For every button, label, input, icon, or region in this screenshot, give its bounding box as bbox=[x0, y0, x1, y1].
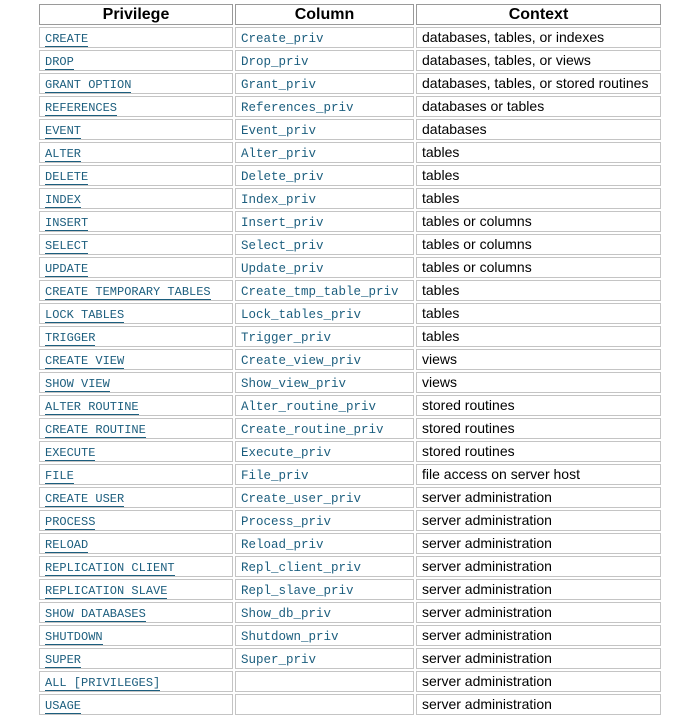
column-name: Show_db_priv bbox=[241, 606, 332, 621]
header-column: Column bbox=[235, 4, 414, 25]
column-cell bbox=[235, 280, 414, 301]
privilege-cell bbox=[39, 119, 233, 140]
table-row bbox=[39, 579, 661, 600]
column-cell bbox=[235, 142, 414, 163]
privilege-link[interactable]: REPLICATION SLAVE bbox=[45, 583, 168, 598]
context-cell bbox=[416, 234, 661, 255]
privilege-cell bbox=[39, 257, 233, 278]
privilege-cell bbox=[39, 625, 233, 646]
column-cell bbox=[235, 464, 414, 485]
column-name: File_priv bbox=[241, 468, 309, 483]
privileges-table bbox=[37, 2, 663, 717]
table-body bbox=[39, 27, 661, 715]
column-cell bbox=[235, 50, 414, 71]
column-cell bbox=[235, 372, 414, 393]
privilege-link[interactable]: CREATE bbox=[45, 31, 89, 46]
privilege-cell bbox=[39, 556, 233, 577]
context-cell bbox=[416, 27, 661, 48]
column-cell bbox=[235, 533, 414, 554]
context-text: views bbox=[422, 350, 458, 367]
column-cell bbox=[235, 510, 414, 531]
context-text: server administration bbox=[422, 557, 552, 574]
column-cell bbox=[235, 579, 414, 600]
column-cell bbox=[235, 441, 414, 462]
table-row bbox=[39, 73, 661, 94]
column-name: References_priv bbox=[241, 100, 354, 115]
column-cell bbox=[235, 165, 414, 186]
privilege-link[interactable]: INDEX bbox=[45, 192, 82, 207]
table-row bbox=[39, 96, 661, 117]
column-cell bbox=[235, 487, 414, 508]
table-row bbox=[39, 50, 661, 71]
table-row bbox=[39, 257, 661, 278]
privilege-cell bbox=[39, 602, 233, 623]
privilege-link[interactable]: SELECT bbox=[45, 238, 89, 253]
column-cell bbox=[235, 556, 414, 577]
privilege-cell bbox=[39, 510, 233, 531]
context-cell bbox=[416, 50, 661, 71]
table-row bbox=[39, 602, 661, 623]
table-row bbox=[39, 142, 661, 163]
header-context: Context bbox=[416, 4, 661, 25]
table-row bbox=[39, 533, 661, 554]
context-cell bbox=[416, 441, 661, 462]
privilege-cell bbox=[39, 326, 233, 347]
privilege-link[interactable]: UPDATE bbox=[45, 261, 89, 276]
column-cell bbox=[235, 326, 414, 347]
column-name: Event_priv bbox=[241, 123, 317, 138]
column-name: Grant_priv bbox=[241, 77, 317, 92]
privilege-cell bbox=[39, 487, 233, 508]
context-cell bbox=[416, 579, 661, 600]
column-cell bbox=[235, 395, 414, 416]
context-cell bbox=[416, 395, 661, 416]
context-text: server administration bbox=[422, 672, 552, 689]
privilege-link[interactable]: INSERT bbox=[45, 215, 89, 230]
context-cell bbox=[416, 326, 661, 347]
column-cell bbox=[235, 694, 414, 715]
context-text: server administration bbox=[422, 603, 552, 620]
context-text: tables or columns bbox=[422, 212, 532, 229]
context-text: databases bbox=[422, 120, 487, 137]
privilege-cell bbox=[39, 211, 233, 232]
context-text: tables bbox=[422, 327, 460, 344]
privilege-link[interactable]: DELETE bbox=[45, 169, 89, 184]
table-row bbox=[39, 280, 661, 301]
context-text: server administration bbox=[422, 626, 552, 643]
column-name: Trigger_priv bbox=[241, 330, 332, 345]
privilege-link[interactable]: EXECUTE bbox=[45, 445, 96, 460]
column-name: Create_priv bbox=[241, 31, 324, 46]
privilege-cell bbox=[39, 464, 233, 485]
privilege-cell bbox=[39, 579, 233, 600]
privilege-link[interactable]: SHOW DATABASES bbox=[45, 606, 146, 621]
context-cell bbox=[416, 119, 661, 140]
context-cell bbox=[416, 671, 661, 692]
context-text: tables bbox=[422, 281, 460, 298]
context-cell bbox=[416, 418, 661, 439]
privilege-link[interactable]: USAGE bbox=[45, 698, 82, 713]
context-cell bbox=[416, 556, 661, 577]
context-cell bbox=[416, 625, 661, 646]
table-row bbox=[39, 27, 661, 48]
privilege-link[interactable]: LOCK TABLES bbox=[45, 307, 125, 322]
privilege-link[interactable]: CREATE USER bbox=[45, 491, 125, 506]
privilege-link[interactable]: EVENT bbox=[45, 123, 82, 138]
privilege-cell bbox=[39, 303, 233, 324]
context-text: stored routines bbox=[422, 419, 515, 436]
privilege-cell bbox=[39, 280, 233, 301]
table-row bbox=[39, 234, 661, 255]
privilege-link[interactable]: ALL [PRIVILEGES] bbox=[45, 675, 161, 690]
context-text: server administration bbox=[422, 695, 552, 712]
context-cell bbox=[416, 349, 661, 370]
table-row bbox=[39, 395, 661, 416]
privilege-link[interactable]: PROCESS bbox=[45, 514, 96, 529]
privilege-cell bbox=[39, 671, 233, 692]
column-name: Delete_priv bbox=[241, 169, 324, 184]
table-row bbox=[39, 326, 661, 347]
context-cell bbox=[416, 510, 661, 531]
column-name: Create_user_priv bbox=[241, 491, 362, 506]
table-row bbox=[39, 464, 661, 485]
column-name: Create_view_priv bbox=[241, 353, 362, 368]
privilege-link[interactable]: GRANT OPTION bbox=[45, 77, 132, 92]
context-text: file access on server host bbox=[422, 465, 580, 482]
context-text: tables bbox=[422, 166, 460, 183]
context-cell bbox=[416, 142, 661, 163]
column-name: Lock_tables_priv bbox=[241, 307, 362, 322]
column-cell bbox=[235, 602, 414, 623]
column-cell bbox=[235, 211, 414, 232]
privilege-link[interactable]: RELOAD bbox=[45, 537, 89, 552]
header-privilege: Privilege bbox=[39, 4, 233, 25]
context-text: server administration bbox=[422, 534, 552, 551]
table-row bbox=[39, 648, 661, 669]
privilege-link[interactable]: CREATE ROUTINE bbox=[45, 422, 146, 437]
context-text: stored routines bbox=[422, 396, 515, 413]
privilege-cell bbox=[39, 96, 233, 117]
column-cell bbox=[235, 303, 414, 324]
column-cell bbox=[235, 671, 414, 692]
context-cell bbox=[416, 73, 661, 94]
column-name: Shutdown_priv bbox=[241, 629, 339, 644]
privilege-cell bbox=[39, 648, 233, 669]
table-row bbox=[39, 165, 661, 186]
table-header-row bbox=[39, 4, 661, 25]
privilege-link[interactable]: FILE bbox=[45, 468, 74, 483]
column-cell bbox=[235, 96, 414, 117]
column-name: Show_view_priv bbox=[241, 376, 347, 391]
column-name: Drop_priv bbox=[241, 54, 309, 69]
context-cell bbox=[416, 211, 661, 232]
privilege-cell bbox=[39, 234, 233, 255]
context-cell bbox=[416, 96, 661, 117]
column-name: Execute_priv bbox=[241, 445, 332, 460]
context-text: databases, tables, or indexes bbox=[422, 28, 605, 45]
privilege-link[interactable]: CREATE TEMPORARY TABLES bbox=[45, 284, 211, 299]
column-cell bbox=[235, 349, 414, 370]
context-cell bbox=[416, 280, 661, 301]
context-cell bbox=[416, 487, 661, 508]
column-cell bbox=[235, 188, 414, 209]
table-row bbox=[39, 487, 661, 508]
context-text: tables bbox=[422, 304, 460, 321]
table-row bbox=[39, 372, 661, 393]
privilege-cell bbox=[39, 349, 233, 370]
privilege-cell bbox=[39, 27, 233, 48]
column-cell bbox=[235, 418, 414, 439]
context-cell bbox=[416, 303, 661, 324]
table-row bbox=[39, 510, 661, 531]
privilege-cell bbox=[39, 372, 233, 393]
column-name: Process_priv bbox=[241, 514, 332, 529]
table-row bbox=[39, 556, 661, 577]
context-cell bbox=[416, 648, 661, 669]
privilege-link[interactable]: SHUTDOWN bbox=[45, 629, 103, 644]
context-cell bbox=[416, 602, 661, 623]
column-cell bbox=[235, 119, 414, 140]
column-cell bbox=[235, 625, 414, 646]
context-text: server administration bbox=[422, 649, 552, 666]
context-text: stored routines bbox=[422, 442, 515, 459]
privilege-link[interactable]: ALTER bbox=[45, 146, 82, 161]
privilege-cell bbox=[39, 165, 233, 186]
column-name: Repl_slave_priv bbox=[241, 583, 354, 598]
privilege-link[interactable]: REPLICATION CLIENT bbox=[45, 560, 175, 575]
table-row bbox=[39, 694, 661, 715]
context-text: server administration bbox=[422, 511, 552, 528]
privilege-link[interactable]: TRIGGER bbox=[45, 330, 96, 345]
column-cell bbox=[235, 257, 414, 278]
context-text: server administration bbox=[422, 580, 552, 597]
table-row bbox=[39, 625, 661, 646]
privilege-cell bbox=[39, 418, 233, 439]
table-row bbox=[39, 303, 661, 324]
context-cell bbox=[416, 694, 661, 715]
context-text: tables or columns bbox=[422, 235, 532, 252]
privilege-cell bbox=[39, 441, 233, 462]
context-cell bbox=[416, 372, 661, 393]
column-name: Insert_priv bbox=[241, 215, 324, 230]
column-name: Alter_priv bbox=[241, 146, 317, 161]
context-text: tables bbox=[422, 143, 460, 160]
privilege-link[interactable]: DROP bbox=[45, 54, 74, 69]
table-row bbox=[39, 671, 661, 692]
context-cell bbox=[416, 533, 661, 554]
column-cell bbox=[235, 648, 414, 669]
privilege-cell bbox=[39, 694, 233, 715]
privilege-cell bbox=[39, 188, 233, 209]
table-row bbox=[39, 211, 661, 232]
context-cell bbox=[416, 188, 661, 209]
context-text: tables or columns bbox=[422, 258, 532, 275]
privilege-link[interactable]: SUPER bbox=[45, 652, 82, 667]
context-text: databases, tables, or stored routines bbox=[422, 74, 649, 91]
privilege-cell bbox=[39, 73, 233, 94]
privilege-cell bbox=[39, 142, 233, 163]
context-text: views bbox=[422, 373, 458, 390]
column-name: Super_priv bbox=[241, 652, 317, 667]
context-text: server administration bbox=[422, 488, 552, 505]
column-name: Select_priv bbox=[241, 238, 324, 253]
column-name: Alter_routine_priv bbox=[241, 399, 377, 414]
table-row bbox=[39, 349, 661, 370]
column-cell bbox=[235, 73, 414, 94]
context-cell bbox=[416, 464, 661, 485]
column-name: Create_tmp_table_priv bbox=[241, 284, 399, 299]
privilege-link[interactable]: CREATE VIEW bbox=[45, 353, 125, 368]
column-name: Update_priv bbox=[241, 261, 324, 276]
table-row bbox=[39, 119, 661, 140]
privilege-link[interactable]: ALTER ROUTINE bbox=[45, 399, 139, 414]
table-row bbox=[39, 188, 661, 209]
column-name: Index_priv bbox=[241, 192, 317, 207]
privilege-link[interactable]: SHOW VIEW bbox=[45, 376, 110, 391]
privilege-cell bbox=[39, 50, 233, 71]
column-cell bbox=[235, 234, 414, 255]
column-name: Create_routine_priv bbox=[241, 422, 384, 437]
privilege-cell bbox=[39, 395, 233, 416]
column-cell bbox=[235, 27, 414, 48]
privilege-link[interactable]: REFERENCES bbox=[45, 100, 118, 115]
context-text: databases, tables, or views bbox=[422, 51, 591, 68]
context-cell bbox=[416, 257, 661, 278]
table-row bbox=[39, 441, 661, 462]
context-text: tables bbox=[422, 189, 460, 206]
context-text: databases or tables bbox=[422, 97, 545, 114]
column-name: Repl_client_priv bbox=[241, 560, 362, 575]
context-cell bbox=[416, 165, 661, 186]
table-row bbox=[39, 418, 661, 439]
privilege-cell bbox=[39, 533, 233, 554]
column-name: Reload_priv bbox=[241, 537, 324, 552]
